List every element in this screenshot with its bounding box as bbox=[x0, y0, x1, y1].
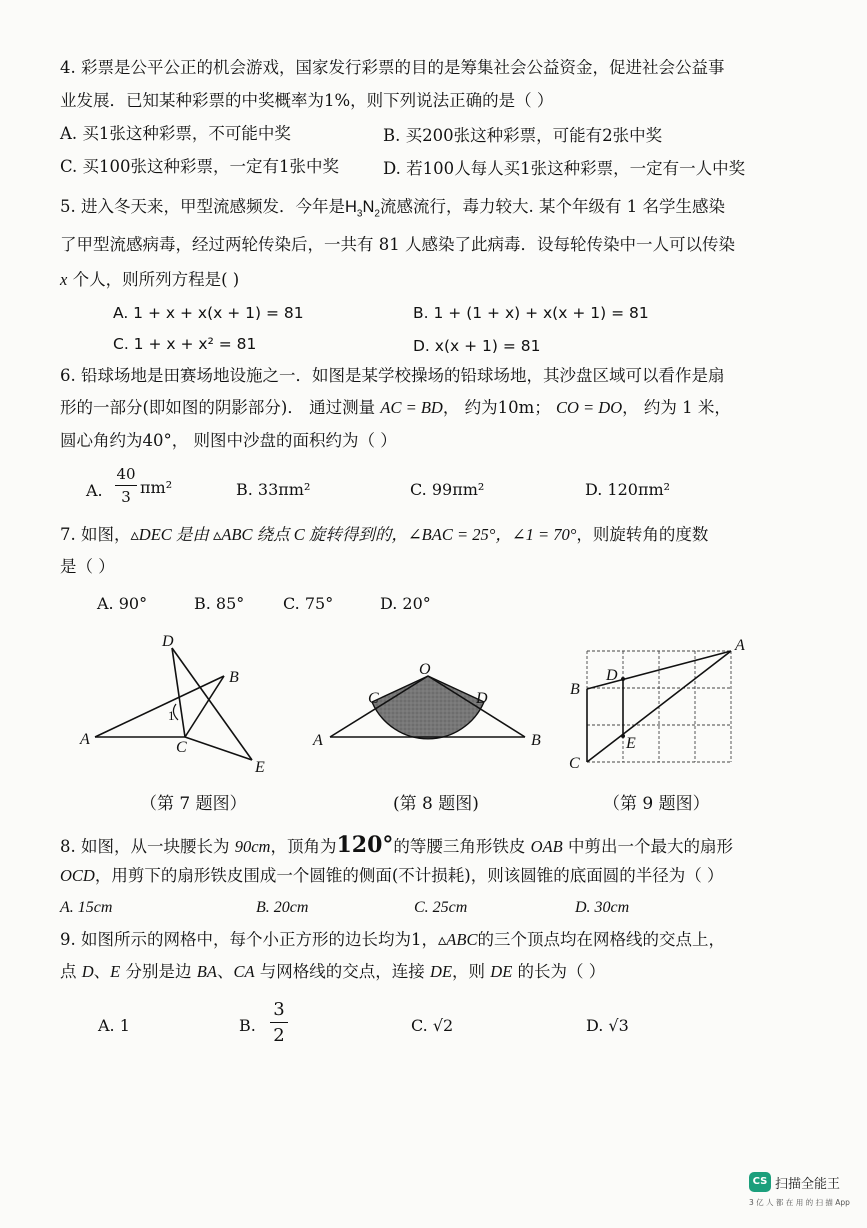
fig7-caption: （第 7 题图） bbox=[140, 794, 247, 814]
q5-stem-line2: 了甲型流感病毒，经过两轮传染后，一共有 81 人感染了此病毒．设每轮传染中一人可以传染 bbox=[60, 235, 735, 254]
scanner-brand: 扫描全能王 bbox=[775, 1177, 841, 1192]
fig8-label-b: B bbox=[531, 732, 541, 749]
q8-option-d: D. 30cm bbox=[575, 899, 630, 916]
fig9-label-a: A bbox=[735, 637, 745, 654]
q5-option-c: C. 1 + x + x² = 81 bbox=[113, 335, 257, 353]
fig7-label-d: D bbox=[162, 633, 174, 650]
q8-option-b: B. 20cm bbox=[256, 899, 309, 916]
q4-option-c: C. 买100张这种彩票，一定有1张中奖 bbox=[60, 157, 340, 176]
q9-option-d: D. √3 bbox=[586, 1016, 629, 1035]
fig8-caption: (第 8 题图) bbox=[393, 794, 479, 814]
q7-option-c: C. 75° bbox=[283, 594, 334, 613]
fig7-label-angle1: 1 bbox=[168, 708, 175, 723]
q7-stem-line1: 7. 如图，▵DEC 是由 ▵ABC 绕点 C 旋转得到的，∠BAC = 25°，∠1 = 70°，则旋转角的度数 bbox=[60, 525, 709, 544]
q9-option-c: C. √2 bbox=[411, 1016, 454, 1035]
q5-option-b: B. 1 + (1 + x) + x(x + 1) = 81 bbox=[413, 304, 649, 322]
q5-stem-line3: x 个人，则所列方程是( ) bbox=[60, 270, 240, 289]
q6-option-a-numerator: 40 bbox=[116, 465, 136, 483]
fig8-label-d: D bbox=[476, 690, 488, 707]
q9-fraction-bar bbox=[270, 1022, 288, 1023]
fig9-caption: （第 9 题图） bbox=[603, 794, 710, 814]
fig8-label-o: O bbox=[419, 661, 431, 678]
q9-option-b-numerator: 3 bbox=[273, 999, 285, 1020]
q7-option-a: A. 90° bbox=[97, 594, 148, 613]
q9-stem-line2: 点 D、E 分别是边 BA、CA 与网格线的交点，连接 DE，则 DE 的长为（ ） bbox=[60, 962, 606, 981]
q6-option-d: D. 120πm² bbox=[585, 480, 671, 499]
q9-option-a: A. 1 bbox=[98, 1016, 130, 1035]
q9-stem-line1: 9. 如图所示的网格中，每个小正方形的边长均为1，▵ABC的三个顶点均在网格线的交点上， bbox=[60, 930, 725, 949]
q6-option-a-denominator: 3 bbox=[121, 488, 131, 506]
q7-option-d: D. 20° bbox=[380, 594, 431, 613]
q6-stem-line2: 形的一部分(即如图的阴影部分)． 通过测量 AC = BD， 约为10m； CO = DO， 约为 1 米， bbox=[60, 398, 731, 417]
q8-stem-line1: 8. 如图，从一块腰长为 90cm，顶角为120°的等腰三角形铁皮 OAB 中剪出一个最大的扇形 bbox=[60, 832, 733, 858]
scanner-logo: CS bbox=[749, 1172, 771, 1192]
q4-option-b: B. 买200张这种彩票，可能有2张中奖 bbox=[383, 126, 663, 145]
q7-stem-line2: 是（ ） bbox=[60, 557, 115, 576]
fig9-label-b: B bbox=[570, 681, 580, 698]
q7-option-b: B. 85° bbox=[194, 594, 245, 613]
fig7-label-b: B bbox=[229, 669, 239, 686]
q6-option-b: B. 33πm² bbox=[236, 480, 311, 499]
q8-option-a: A. 15cm bbox=[60, 899, 113, 916]
q6-stem-line3: 圆心角约为40°， 则图中沙盘的面积约为（ ） bbox=[60, 431, 397, 450]
q4-option-d: D. 若100人每人买1张这种彩票，一定有一人中奖 bbox=[383, 159, 746, 178]
virus-name: $H_3N_2$ bbox=[345, 198, 380, 220]
fig9-label-e: E bbox=[626, 735, 636, 752]
q5-option-d: D. x(x + 1) = 81 bbox=[413, 337, 541, 355]
q6-option-a-label: A. bbox=[86, 481, 103, 500]
q6-stem-line1: 6. 铅球场地是田赛场地设施之一．如图是某学校操场的铅球场地，其沙盘区域可以看作是扇 bbox=[60, 366, 725, 385]
q6-option-c: C. 99πm² bbox=[410, 480, 485, 499]
fig8-label-c: C bbox=[368, 690, 379, 707]
q6-option-a-unit: πm² bbox=[140, 478, 173, 497]
q4-stem-line1: 4. 彩票是公平公正的机会游戏，国家发行彩票的目的是筹集社会公益资金，促进社会公益事 bbox=[60, 58, 725, 77]
q5-stem-line1: 5. 进入冬天来，甲型流感频发．今年是$H_3N_2$流感流行，毒力较大. 某个年级有 1 名学生感染 bbox=[60, 197, 725, 220]
q8-stem-line2: OCD，用剪下的扇形铁皮围成一个圆锥的侧面(不计损耗)，则该圆锥的底面圆的半径为（ ） bbox=[60, 866, 724, 885]
q4-option-a: A. 买1张这种彩票，不可能中奖 bbox=[60, 124, 291, 143]
fig9-label-d: D bbox=[606, 667, 618, 684]
q9-option-b-denominator: 2 bbox=[273, 1025, 285, 1046]
q9-option-b-label: B. bbox=[239, 1016, 256, 1035]
scanner-tagline: 3 亿 人 都 在 用 的 扫 描 App bbox=[749, 1198, 850, 1207]
fig7-label-e: E bbox=[255, 759, 265, 776]
fig9-label-c: C bbox=[569, 755, 580, 772]
q4-stem-line2: 业发展．已知某种彩票的中奖概率为1%，则下列说法正确的是（ ） bbox=[60, 91, 554, 110]
fig7-label-c: C bbox=[176, 739, 187, 756]
q5-option-a: A. 1 + x + x(x + 1) = 81 bbox=[113, 304, 304, 322]
q8-option-c: C. 25cm bbox=[414, 899, 468, 916]
fig8-label-a: A bbox=[313, 732, 323, 749]
fig7-label-a: A bbox=[80, 731, 90, 748]
